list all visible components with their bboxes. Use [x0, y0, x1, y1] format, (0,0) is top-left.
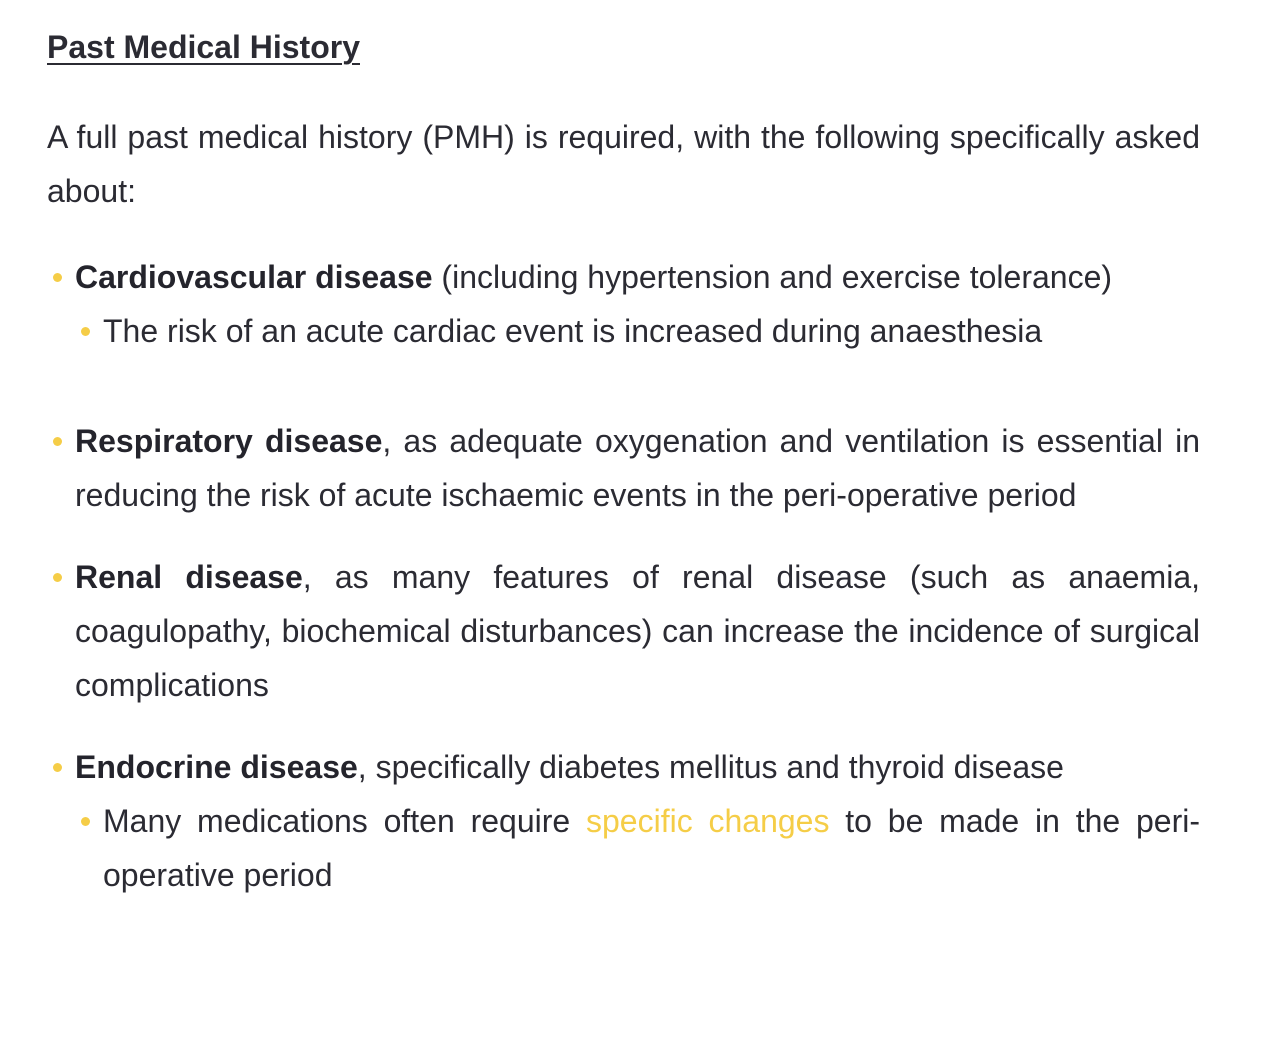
item-text: , as many features of renal disease (such as anaemia, coagulopathy, biochemical disturbances) can increase the incidence of surgical complications	[75, 559, 1201, 703]
bullet-icon	[81, 327, 90, 336]
item-text: (including hypertension and exercise tolerance)	[432, 259, 1113, 295]
section-title: Past Medical History	[47, 29, 360, 65]
list-item-cardiovascular	[47, 250, 1200, 358]
item-heading: Cardiovascular disease	[75, 259, 433, 295]
item-text: , specifically diabetes mellitus and thyroid disease	[357, 749, 1064, 785]
sub-list-item	[75, 304, 1200, 358]
sub-list	[75, 304, 1200, 358]
list-item-endocrine	[47, 740, 1200, 902]
bullet-icon	[53, 763, 62, 772]
specific-changes-link[interactable]: specific changes	[585, 803, 830, 839]
item-text: , as adequate oxygenation and ventilation is essential in reducing the risk of acute ischaemic events in the peri-operative period	[75, 423, 1201, 513]
list-item-renal	[47, 550, 1200, 712]
bullet-icon	[53, 273, 62, 282]
item-heading: Renal disease	[75, 559, 303, 595]
pmh-list	[47, 250, 1200, 902]
sub-item-text: The risk of an acute cardiac event is increased during anaesthesia	[103, 313, 1043, 349]
sub-item-text-after: to be made in the peri-operative period	[103, 803, 1201, 893]
item-heading: Endocrine disease	[75, 749, 358, 785]
item-heading: Respiratory disease	[75, 423, 383, 459]
bullet-icon	[53, 573, 62, 582]
sub-list-item	[75, 794, 1200, 902]
sub-item-text-before: Many medications often require	[103, 803, 586, 839]
bullet-icon	[53, 437, 62, 446]
sub-list	[75, 794, 1200, 902]
list-item-respiratory	[47, 414, 1200, 522]
bullet-icon	[81, 817, 90, 826]
intro-paragraph: A full past medical history (PMH) is required, with the following specifically asked about:	[47, 119, 1200, 209]
